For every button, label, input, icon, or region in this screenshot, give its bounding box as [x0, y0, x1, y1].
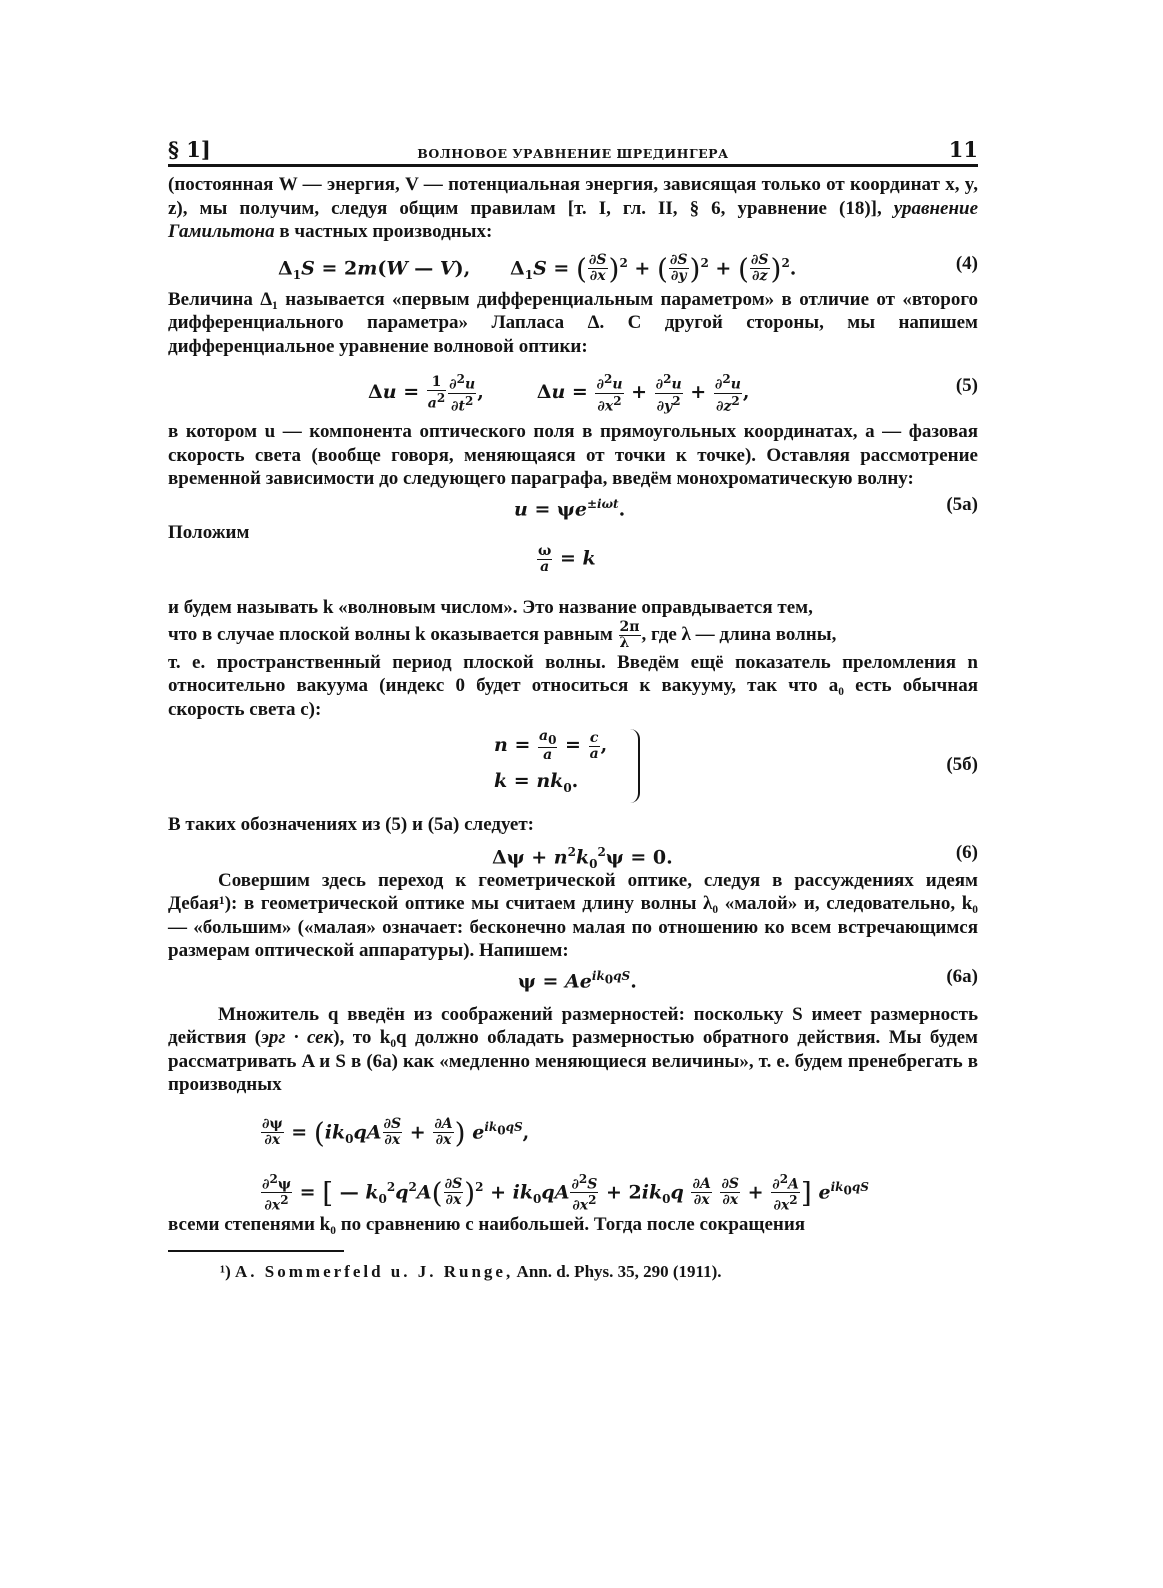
running-header	[168, 138, 978, 164]
equation-number: (6а)	[946, 965, 978, 987]
equation-number: (6)	[955, 841, 978, 863]
paragraph-8: Множитель q введён из соображений размерностей: поскольку S имеет размерность действия (эрг · сек), то k₀q должно обладать размерностью обратного действия. Мы будем рассматривать A и S в (6а) как «медленно меняющиеся величины», т. е. будем пренебрегать в производных	[168, 1003, 978, 1095]
header-section: § 1]	[168, 137, 211, 162]
equation-6: $\Delta\psi + n^2k_0^2\psi = 0$. (6)	[492, 841, 978, 871]
equation-number: (5а)	[946, 493, 978, 515]
paragraph-4: Положим	[168, 521, 250, 543]
equation-k-definition: $\frac{\omega}{a}$ = k	[538, 543, 596, 575]
equation-number: (5б)	[946, 754, 978, 775]
equation-5a: $u = \psi e^{\pm i\omega t}$. (5а)	[514, 493, 978, 520]
paragraph-2: Величина Δ₁ называется «первым дифференциальным параметром» в отличие от «второго дифференциального параметра» Лапласа Δ. С другой стороны, мы напишем дифференциальное уравнение волновой оптики:	[168, 288, 978, 357]
header-title: ВОЛНОВОЕ УРАВНЕНИЕ ШРЕДИНГЕРА	[417, 146, 729, 161]
equation-5b: n = $\frac{a_0}{a}$ = $\frac{c}{a}$ , $k = nk_0$. (5б)	[168, 721, 978, 813]
equation-number: (4)	[955, 252, 978, 274]
paragraph-3: в котором u — компонента оптического поля в прямоугольных координатах, a — фазовая скорость света (вообще говоря, меняющаяся от точки к точке). Оставляя рассмотрение временной зависимости до следующего параграфа, введём монохроматическую волну:	[168, 421, 978, 489]
equation-5: Δu = $\frac{1}{a^2}$ $\frac{\partial^2u}{\partial t^2}$ , Δu = $\frac{\partial^2u}{\partial x^2}$ + $\frac{\partial^2u}{\partial y^2}$ + $\frac{\partial^2u}{\partial z^2}$ , (5)	[368, 372, 978, 415]
paragraph-9: всеми степенями k₀ по сравнению с наибольшей. Тогда после сокращения	[168, 1213, 806, 1235]
footnote: ¹) A. Sommerfeld u. J. Runge, Ann. d. Phys. 35, 290 (1911).	[220, 1261, 722, 1281]
paragraph-1: (постоянная W — энергия, V — потенциальная энергия, зависящая только от координат x, y, z), мы получим, следуя общим правилам [т. I, гл. II, § 6, уравнение (18)], уравнение Гамильтона в частных производных:	[168, 174, 978, 242]
equation-number: (5)	[955, 375, 978, 396]
paragraph-7: Совершим здесь переход к геометрической оптике, следуя в рассуждениях идеям Дебая¹): в геометрической оптике мы считаем длину волны λ₀ «малой» и, следовательно, k₀ — «большим» («малая» означает: бесконечно малая по отношению ко всем встречающимся размерам оптической аппаратуры). Напишем:	[168, 869, 978, 961]
equation-6a: $\psi = Ae^{ik_0qS}$. (6а)	[518, 965, 978, 992]
paragraph-5: и будем называть k «волновым числом». Это название оправдывается тем, что в случае плоской волны k оказывается равным $\frac{2\pi}{\lambda}$ , где λ — длина волны, т. е. пространственный период плоской волны. Введём ещё показатель преломления n относительно вакуума (индекс 0 будет относиться к вакууму, так что a₀ есть обычная скорость света c):	[168, 597, 978, 720]
paragraph-6: В таких обозначениях из (5) и (5а) следует:	[168, 814, 535, 835]
page-number: 11	[948, 137, 978, 162]
page	[168, 138, 978, 1283]
footnote-rule	[168, 1250, 344, 1252]
equation-4: $\Delta_1S = 2m(W$ — V), $\Delta_1S$ = ( $\frac{\partial S}{\partial x}$ )$^2$ + ( $\frac{\partial S}{\partial y}$ )$^2$ + ( $\frac{\partial S}{\partial z}$ )$^2$. (4)	[278, 252, 978, 286]
equation-derivatives: $\frac{\partial\psi}{\partial x}$ = ($ik_0qA$ $\frac{\partial S}{\partial x}$ + $\frac{\partial A}{\partial x}$ ) $e^{ik_0qS}$, $\frac{\partial^2\psi}{\partial x^2}$ = [ — $k_0^2q^2A$( $\frac{\partial S}{\partial x}$ )$^2 + ik_0qA$ $\frac{\partial^2S}{\partial x^2}$ + $2ik_0q$ $\frac{\partial A}{\partial x}$ $\frac{\partial S}{\partial x}$ + $\frac{\partial^2A}{\partial x^2}$ ] $e^{ik_0qS}$	[262, 1115, 869, 1215]
brace	[626, 729, 640, 803]
